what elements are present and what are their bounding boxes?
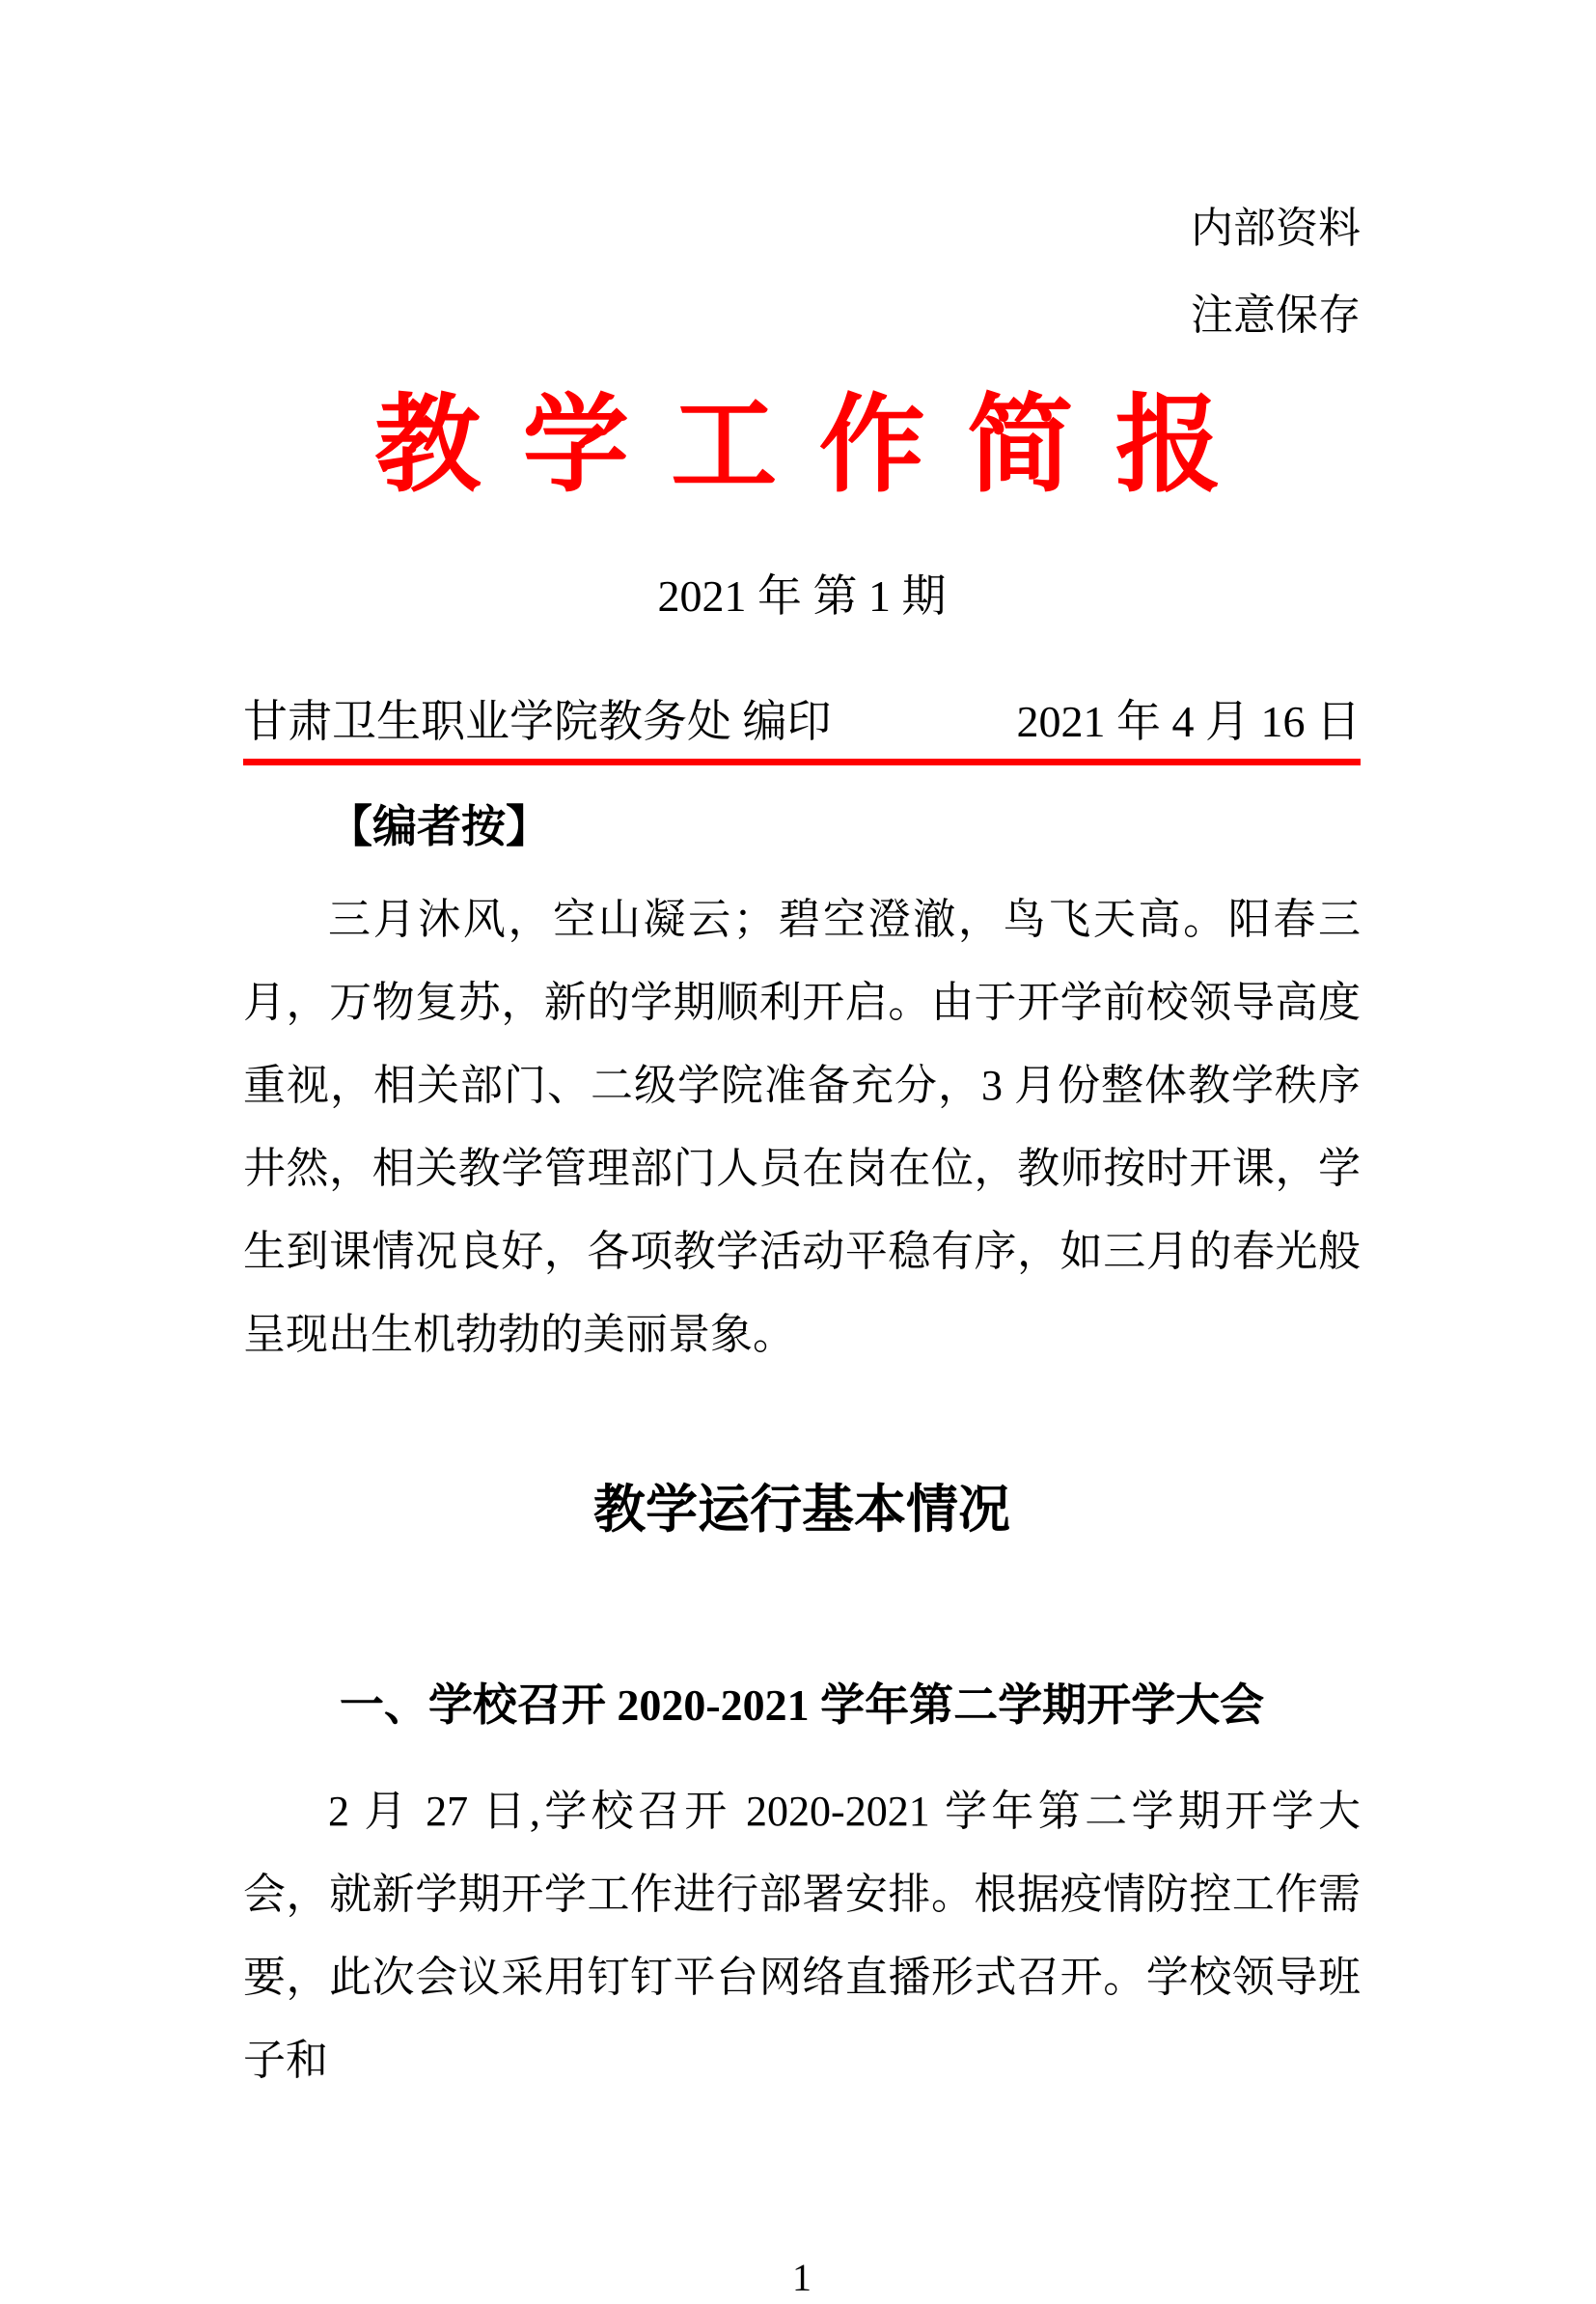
subsection-title: 一、学校召开 2020-2021 学年第二学期开学大会 (339, 1680, 1265, 1730)
masthead-title: 教 学 工 作 简 报 (374, 387, 1229, 505)
internal-note (243, 185, 1361, 359)
subsection-paragraph: 2 月 27 日,学校召开 2020-2021 学年第二学期开学大会，就新学期开学工作进行部署安排。根据疫情防控工作需要，此次会议采用钉钉平台网络直播形式召开。学校领导班子和 (243, 1788, 1361, 2084)
editor-note-label: 【编者按】 (328, 802, 550, 851)
publisher-row (243, 693, 1361, 751)
page-number: 1 (792, 2256, 812, 2299)
issue-number: 2021 年 第 1 期 (657, 571, 947, 621)
publisher-name: 甘肃卫生职业学院教务处 编印 (243, 697, 832, 746)
section-title: 教学运行基本情况 (593, 1481, 1010, 1539)
internal-note-line1: 内部资料 (1191, 205, 1361, 252)
internal-note-line2: 注意保存 (1191, 291, 1361, 339)
editor-note-paragraph: 三月沐风，空山凝云；碧空澄澈，鸟飞天高。阳春三月，万物复苏，新的学期顺利开启。由于开学前校领导高度重视，相关部门、二级学院准备充分，3 月份整体教学秩序井然，相关教学管理部门人员在岗在位，教师按时开课，学生到课情况良好，各项教学活动平稳有序，如三月的春光般呈现出生机勃勃的美丽景象。 (243, 896, 1361, 1358)
publish-date: 2021 年 4 月 16 日 (1016, 697, 1361, 746)
red-divider-rule (243, 759, 1361, 765)
